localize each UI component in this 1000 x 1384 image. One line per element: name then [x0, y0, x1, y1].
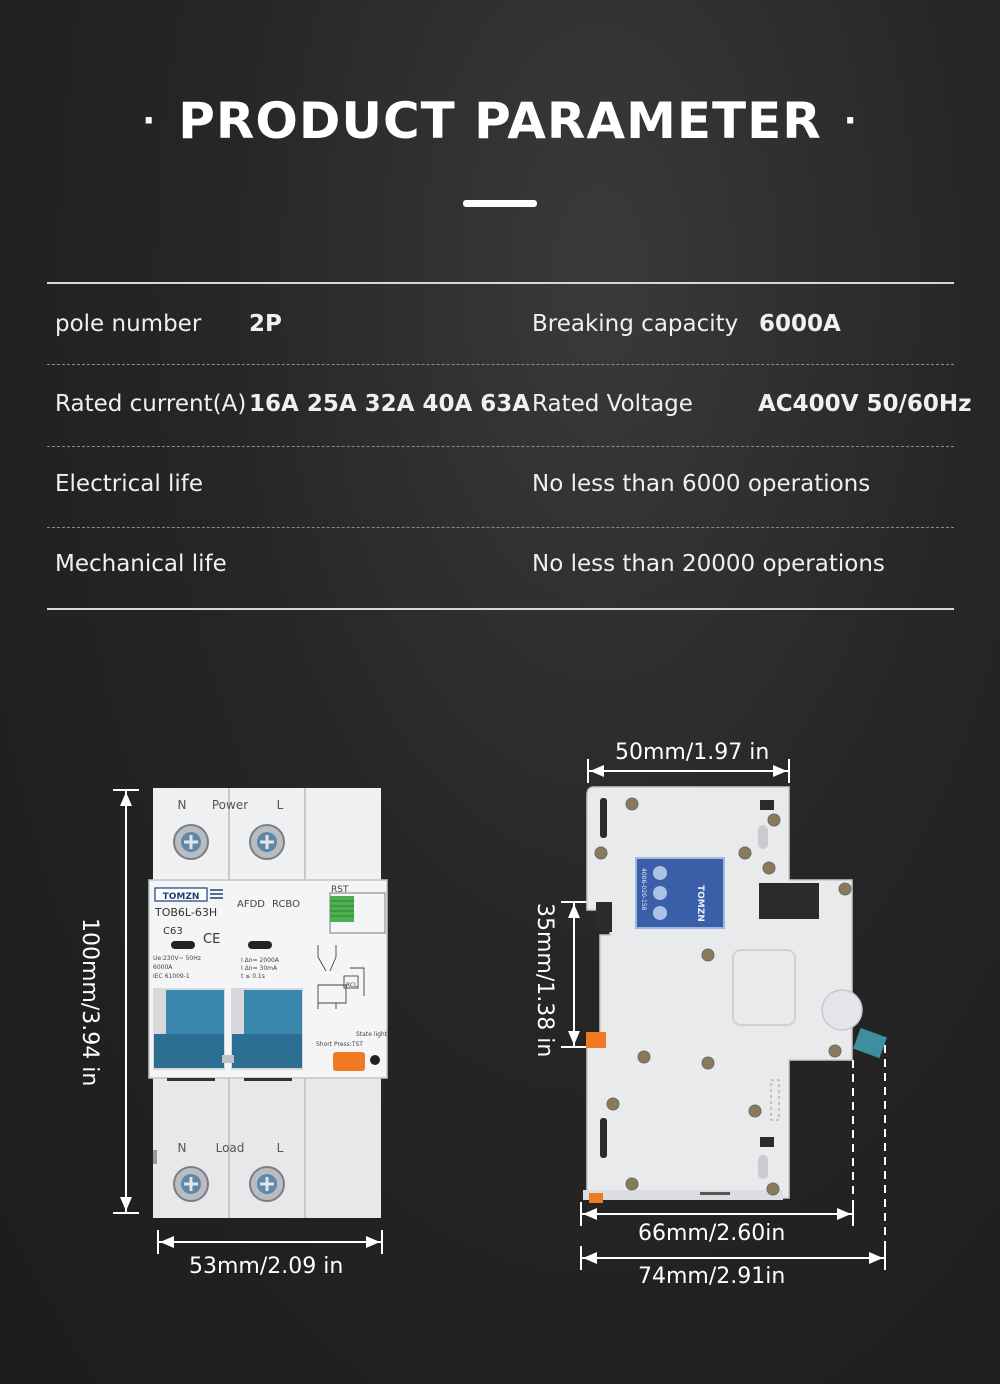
- terminal-screw: [174, 825, 208, 859]
- dim-depth-74: 74mm/2.91in: [638, 1264, 786, 1289]
- breaker-side-view: [583, 787, 887, 1203]
- dim-width-front: 53mm/2.09 in: [189, 1254, 344, 1279]
- spec-idn1: I Δn= 2000A: [241, 957, 279, 964]
- ce-mark: CE: [203, 932, 221, 947]
- dim-width-top: 50mm/1.97 in: [615, 740, 770, 765]
- load-label: Load: [215, 1141, 245, 1155]
- value-mechanical-life: No less than 20000 operations: [532, 551, 885, 577]
- spec-capacity: 6000A: [153, 964, 173, 971]
- terminal-screw: [174, 1167, 208, 1201]
- dim-height: 100mm/3.94 in: [77, 918, 102, 1087]
- value-rated-voltage: AC400V 50/60Hz: [758, 391, 972, 417]
- row-divider: [47, 446, 954, 447]
- depth-guide-lines: [853, 1045, 885, 1246]
- terminal-screw: [250, 1167, 284, 1201]
- label-pole-number: pole number: [55, 311, 202, 337]
- title-bullet-left: ·: [142, 100, 157, 141]
- power-label: Power: [211, 798, 249, 812]
- row-divider: [47, 527, 954, 528]
- side-code: 4006-020-158: [640, 868, 647, 911]
- brand-logo: TOMZN: [162, 892, 200, 902]
- value-electrical-life: No less than 6000 operations: [532, 471, 871, 497]
- dim-depth-66: 66mm/2.60in: [638, 1221, 786, 1246]
- height-dimension: [113, 790, 139, 1213]
- load-l-label: L: [276, 1141, 284, 1155]
- label-rated-voltage: Rated Voltage: [532, 391, 693, 417]
- spec-standard: IEC 61009-1: [153, 973, 190, 980]
- model-label: TOB6L-63H: [155, 906, 218, 919]
- value-breaking-capacity: 6000A: [759, 311, 841, 337]
- afdd-label: AFDD: [237, 899, 265, 910]
- label-mechanical-life: Mechanical life: [55, 551, 227, 577]
- terminal-screw: [250, 825, 284, 859]
- power-n-label: N: [177, 798, 187, 812]
- short-press-label: Short Press:TST: [316, 1041, 363, 1048]
- title-text: PRODUCT PARAMETER: [178, 92, 822, 150]
- value-rated-current: 16A 25A 32A 40A 63A: [249, 391, 531, 417]
- rcl-label: RCL: [346, 982, 358, 989]
- label-rated-current: Rated current(A): [55, 391, 247, 417]
- rcbo-label: RCBO: [272, 899, 300, 910]
- spec-idn2: I Δn= 30mA: [241, 965, 278, 972]
- spec-voltage: Ue:230V~ 50Hz: [153, 955, 201, 962]
- value-pole-number: 2P: [249, 311, 282, 337]
- rst-label: RST: [331, 885, 349, 895]
- label-electrical-life: Electrical life: [55, 471, 204, 497]
- state-light-label: State light: [356, 1031, 388, 1038]
- power-l-label: L: [276, 798, 284, 812]
- title-underline: [463, 200, 537, 207]
- table-top-rule: [47, 282, 954, 284]
- dim-rail: 35mm/1.38 in: [532, 903, 557, 1058]
- label-breaking-capacity: Breaking capacity: [532, 311, 739, 337]
- title-bullet-right: ·: [843, 100, 858, 141]
- rating-label: C63: [163, 926, 183, 937]
- load-n-label: N: [177, 1141, 187, 1155]
- table-bottom-rule: [47, 608, 954, 610]
- spec-time: t ≤ 0.1s: [241, 973, 265, 980]
- product-diagram: [0, 640, 1000, 1384]
- row-divider: [47, 364, 954, 365]
- side-brand-logo: TOMZN: [695, 885, 705, 922]
- front-width-dimension: [158, 1230, 382, 1254]
- page-title: [0, 92, 1000, 150]
- rail-dimension: [561, 902, 587, 1047]
